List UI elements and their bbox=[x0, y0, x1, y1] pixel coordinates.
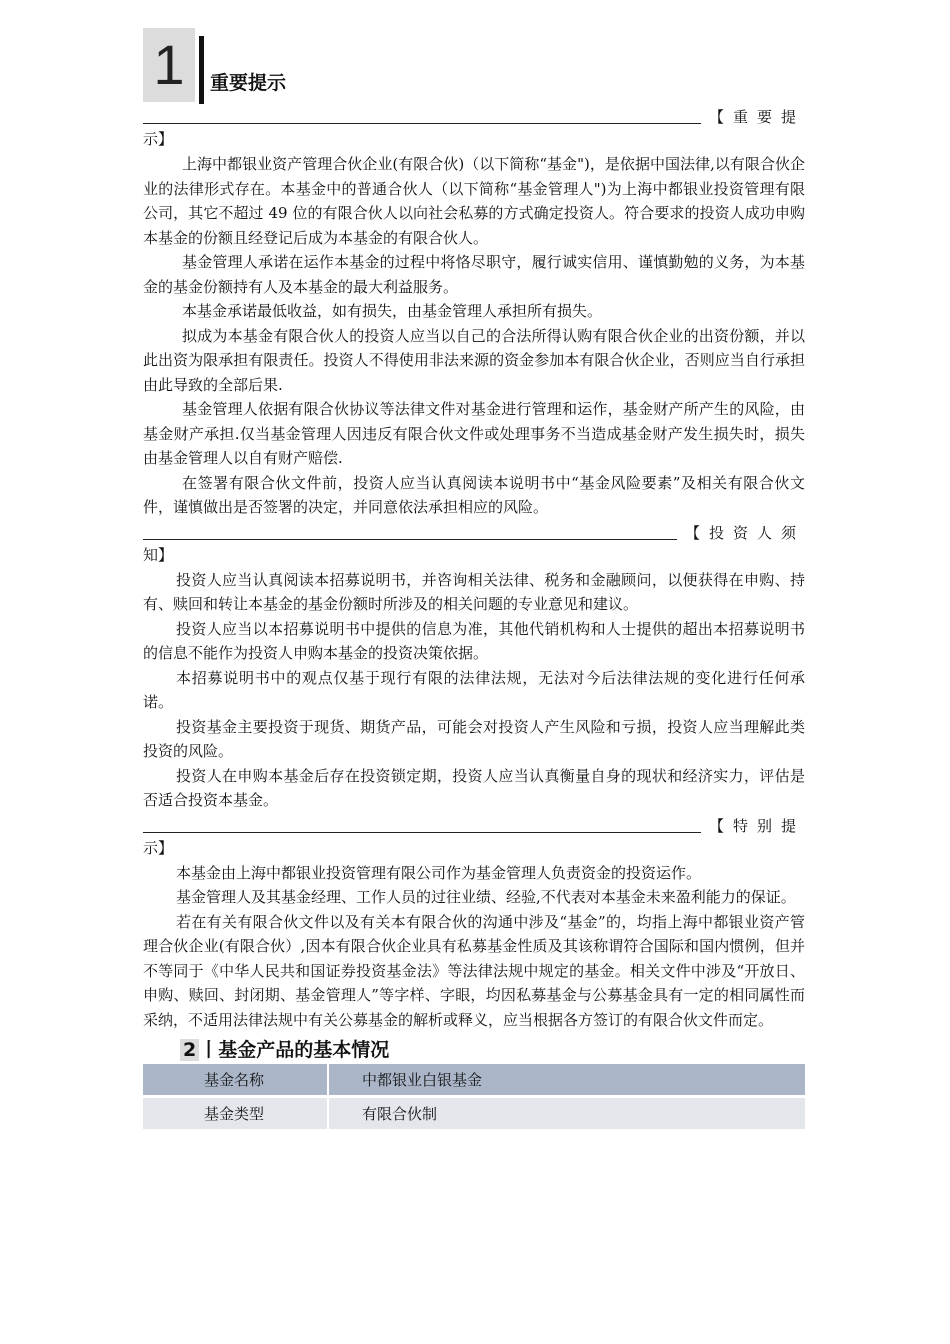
section-label-important-tail: 示】 bbox=[143, 130, 174, 148]
section-2-number: 2 bbox=[180, 1039, 199, 1061]
section-rule bbox=[143, 123, 701, 124]
section-2-heading bbox=[143, 1036, 805, 1064]
paragraph: 投资基金主要投资于现货、期货产品，可能会对投资人产生风险和亏损，投资人应当理解此类投资的风险。 bbox=[143, 717, 805, 760]
section-label-important: 【重要提 bbox=[708, 108, 805, 126]
paragraph: 在签署有限合伙文件前，投资人应当认真阅读本说明书中“基金风险要素”及相关有限合伙文件，谨慎做出是否签署的决定，并同意依法承担相应的风险。 bbox=[143, 473, 805, 516]
chapter-header bbox=[143, 28, 443, 104]
paragraph: 拟成为本基金有限合伙人的投资人应当以自己的合法所得认购有限合伙企业的出资份额，并以此出资为限承担有限责任。投资人不得使用非法来源的资金参加本有限合伙企业，否则应当自行承担由此导致的全部后果. bbox=[143, 326, 805, 394]
section-2-separator: 丨 bbox=[199, 1039, 219, 1061]
document-body bbox=[143, 104, 805, 1132]
paragraph: 本基金由上海中都银业投资管理有限公司作为基金管理人负责资金的投资运作。 bbox=[176, 863, 702, 882]
paragraph: 上海中都银业资产管理合伙企业(有限合伙)（以下简称“基金")，是依据中国法律,以有限合伙企业的法律形式存在。本基金中的普通合伙人（以下简称“基金管理人")为上海中都银业投资管理有限公司，其它不超过 49 位的有限合伙人以向社会私募的方式确定投资人。符合要求的投资人成功申购本基金的份额且经登记后成为本基金的有限合伙人。 bbox=[143, 155, 805, 247]
section-marker-important bbox=[143, 104, 805, 128]
chapter-number: 1 bbox=[143, 28, 195, 102]
section-marker-investor bbox=[143, 520, 805, 544]
fund-basic-info-table bbox=[143, 1061, 805, 1132]
table-value-cell: 中都银业白银基金 bbox=[329, 1064, 805, 1095]
table-value-cell: 有限合伙制 bbox=[329, 1098, 805, 1129]
paragraph: 投资人应当以本招募说明书中提供的信息为准，其他代销机构和人士提供的超出本招募说明书的信息不能作为投资人申购本基金的投资决策依据。 bbox=[143, 619, 805, 662]
section-2-title: 基金产品的基本情况 bbox=[218, 1039, 390, 1061]
paragraph: 基金管理人及其基金经理、工作人员的过往业绩、经验,不代表对本基金未来盈利能力的保证。 bbox=[176, 888, 796, 906]
paragraph: 投资人应当认真阅读本招募说明书，并咨询相关法律、税务和金融顾问，以便获得在申购、持有、赎回和转让本基金的基金份额时所涉及的相关问题的专业意见和建议。 bbox=[143, 570, 805, 613]
section-label-special-tail: 示】 bbox=[143, 838, 174, 857]
table-key-cell: 基金类型 bbox=[143, 1098, 329, 1129]
section-rule bbox=[143, 832, 701, 833]
section-label-investor-tail: 知】 bbox=[143, 545, 174, 564]
table-row bbox=[143, 1098, 805, 1129]
section-rule bbox=[143, 539, 677, 540]
section-label-special: 【特别提 bbox=[708, 816, 805, 835]
section-label-investor: 【投资人须 bbox=[684, 523, 805, 542]
table-key-cell: 基金名称 bbox=[143, 1064, 329, 1095]
chapter-divider-bar bbox=[199, 36, 204, 104]
section-marker-special bbox=[143, 813, 805, 837]
paragraph: 本招募说明书中的观点仅基于现行有限的法律法规，无法对今后法律法规的变化进行任何承诺。 bbox=[143, 668, 805, 711]
paragraph: 若在有关有限合伙文件以及有关本有限合伙的沟通中涉及“基金”的，均指上海中都银业资产管理合伙企业(有限合伙）,因本有限合伙企业具有私募基金性质及其该称谓符合国际和国内惯例，但并不等同于《中华人民共和国证券投资基金法》等法律法规中规定的基金。相关文件中涉及“开放日、申购、赎回、封闭期、基金管理人”等字样、字眼，均因私募基金与公募基金具有一定的相同属性而采纳，不适用法律法规中有关公募基金的解析或释义，应当根据各方签订的有限合伙文件而定。 bbox=[143, 912, 805, 1029]
paragraph: 投资人在申购本基金后存在投资锁定期，投资人应当认真衡量自身的现状和经济实力，评估是否适合投资本基金。 bbox=[143, 766, 805, 809]
paragraph: 基金管理人依据有限合伙协议等法律文件对基金进行管理和运作，基金财产所产生的风险，由基金财产承担.仅当基金管理人因违反有限合伙文件或处理事务不当造成基金财产发生损失时，损失由基金管理人以自有财产赔偿. bbox=[143, 400, 805, 467]
paragraph: 基金管理人承诺在运作本基金的过程中将恪尽职守，履行诚实信用、谨慎勤勉的义务，为本基金的基金份额持有人及本基金的最大利益服务。 bbox=[143, 253, 805, 296]
table-row bbox=[143, 1064, 805, 1095]
chapter-title: 重要提示 bbox=[210, 72, 287, 94]
paragraph: 本基金承诺最低收益，如有损失，由基金管理人承担所有损失。 bbox=[182, 302, 603, 320]
